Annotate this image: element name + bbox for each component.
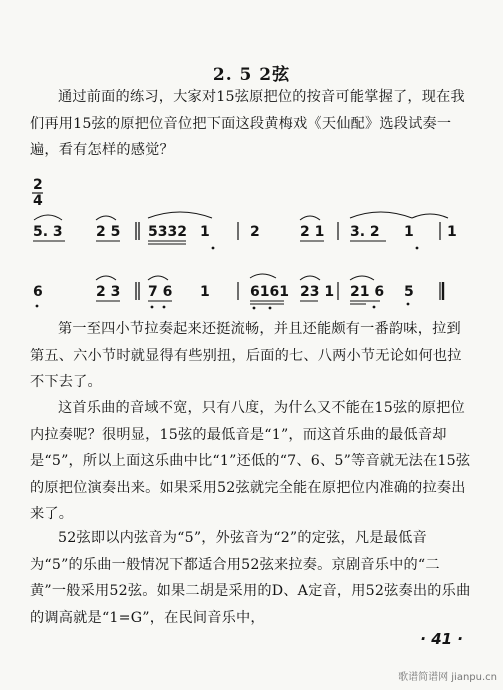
- paragraph-4: [30, 525, 475, 631]
- music-score: [0, 170, 503, 310]
- section-heading: 2. 5 2弦: [212, 65, 291, 85]
- note: 5: [404, 284, 414, 300]
- paragraph-text: 第一至四小节拉奏起来还挺流畅，并且还能颇有一番韵味，拉到第五、六小节时就显得有些别扭，后面的七、八两小节无论如何也拉不下去了。: [30, 321, 462, 390]
- score-row-2: [33, 274, 443, 309]
- time-sig-bottom: 4: [33, 193, 43, 209]
- paragraph-text: 这首乐曲的音域不宽，只有八度，为什么又不能在15弦的原把位内拉奏呢？很明显，15弦的最低音是“1”，而这首乐曲的最低音却是“5”，所以上面这乐曲中比“1”还低的“7、6、5”等音就无法在15弦的原把位演奏出来。如果采用52弦就完全能在原把位内准确的拉奏出来了。: [30, 400, 471, 522]
- score-row-1: [33, 212, 457, 249]
- note: 3. 2: [350, 224, 380, 240]
- note: 1: [404, 224, 414, 240]
- note: 2 5: [96, 224, 121, 240]
- watermark: 歌谱简谱网 jianpu.cn: [398, 672, 497, 683]
- note: 1: [200, 284, 210, 300]
- paragraph-text: 52弦即以内弦音为“5”，外弦音为“2”的定弦，凡是最低音为“5”的乐曲一般情况下都适合用52弦来拉奏。京剧音乐中的“二黄”一般采用52弦。如果二胡是采用的D、A定音，用52弦奏出的乐曲的调高就是“1=G”，在民间音乐中，: [30, 530, 471, 626]
- note: 6161: [250, 284, 289, 300]
- page-number: · 41 ·: [420, 630, 463, 648]
- paragraph-text: 通过前面的练习，大家对15弦原把位的按音可能掌握了，现在我们再用15弦的原把位音位把下面这段黄梅戏《天仙配》选段试奏一遍，看有怎样的感觉？: [30, 89, 465, 158]
- paragraph-3: [30, 395, 475, 528]
- note: 2: [250, 224, 260, 240]
- note: 6: [33, 284, 43, 300]
- note: 2 3: [96, 284, 121, 300]
- note: 1: [447, 224, 457, 240]
- note: 7 6: [148, 284, 173, 300]
- intro-paragraph: [30, 84, 475, 164]
- note: 1: [200, 224, 210, 240]
- note: 23 1: [300, 284, 335, 300]
- note: 5. 3: [33, 224, 63, 240]
- paragraph-2: [30, 316, 475, 396]
- note: 5332: [148, 224, 187, 240]
- time-sig-top: 2: [33, 177, 43, 193]
- note: 21 6: [350, 284, 385, 300]
- note: 2 1: [300, 224, 325, 240]
